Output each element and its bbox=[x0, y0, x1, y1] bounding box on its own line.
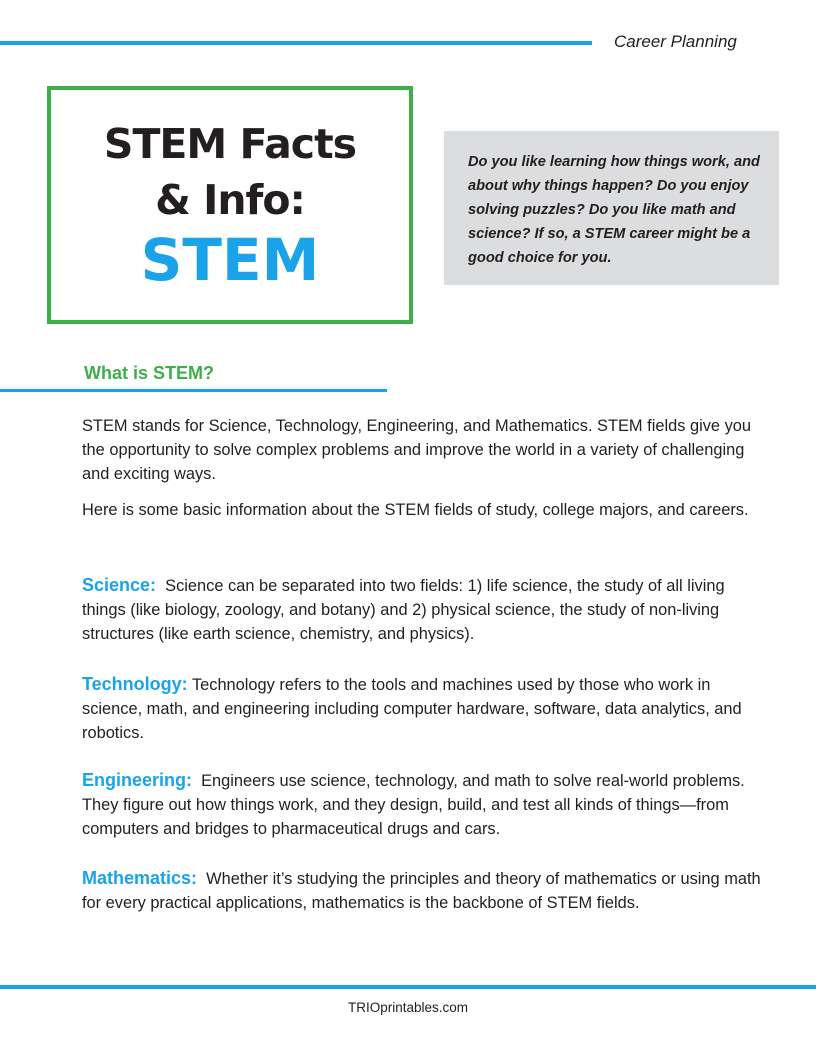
section-rule bbox=[0, 389, 387, 392]
field-description: Whether it’s studying the principles and theory of mathematics or using math for every practical applications, mathematics is the backbone of STEM fields. bbox=[82, 870, 761, 912]
intro-paragraph: STEM stands for Science, Technology, Engineering, and Mathematics. STEM fields give you the opportunity to solve complex problems and improve the world in a variety of challenging and exciting ways. bbox=[82, 417, 752, 483]
field-term: Technology: bbox=[82, 674, 188, 694]
field-term: Engineering: bbox=[82, 770, 193, 790]
field-description: Science can be separated into two fields: 1) life science, the study of all living things (like biology, zoology, and botany) and 2) physical science, the study of non-living structures (like earth science, chemistry, and physics). bbox=[82, 577, 725, 643]
field-term: Science: bbox=[82, 575, 157, 595]
field-technology bbox=[82, 672, 762, 745]
field-description: Technology refers to the tools and machines used by those who work in science, math, and engineering including computer hardware, software, data analytics, and robotics. bbox=[82, 676, 742, 742]
header-rule bbox=[0, 41, 592, 45]
title-line-1: STEM Facts bbox=[103, 120, 357, 168]
title-line-3: STEM bbox=[140, 226, 320, 294]
field-science bbox=[82, 573, 762, 646]
intro-paragraph: Here is some basic information about the STEM fields of study, college majors, and careers. bbox=[82, 501, 749, 519]
title-box bbox=[47, 86, 413, 324]
field-term: Mathematics: bbox=[82, 868, 198, 888]
field-mathematics bbox=[82, 866, 762, 915]
title-line-2: & Info: bbox=[155, 176, 305, 224]
intro-callout bbox=[444, 131, 779, 285]
field-engineering bbox=[82, 768, 762, 841]
callout-text: Do you like learning how things work, and about why things happen? Do you enjoy solving puzzles? Do you like math and science? If so, a STEM career might be a good choice for you. bbox=[468, 154, 760, 266]
footer-rule bbox=[0, 985, 816, 989]
footer-site: TRIOprintables.com bbox=[347, 1000, 469, 1015]
category-label: Career Planning bbox=[614, 32, 737, 51]
section-heading: What is STEM? bbox=[84, 363, 214, 383]
field-description: Engineers use science, technology, and math to solve real-world problems. They figure out how things work, and they design, build, and test all kinds of things—from computers and bridges to pharmaceutical drugs and cars. bbox=[82, 772, 745, 838]
